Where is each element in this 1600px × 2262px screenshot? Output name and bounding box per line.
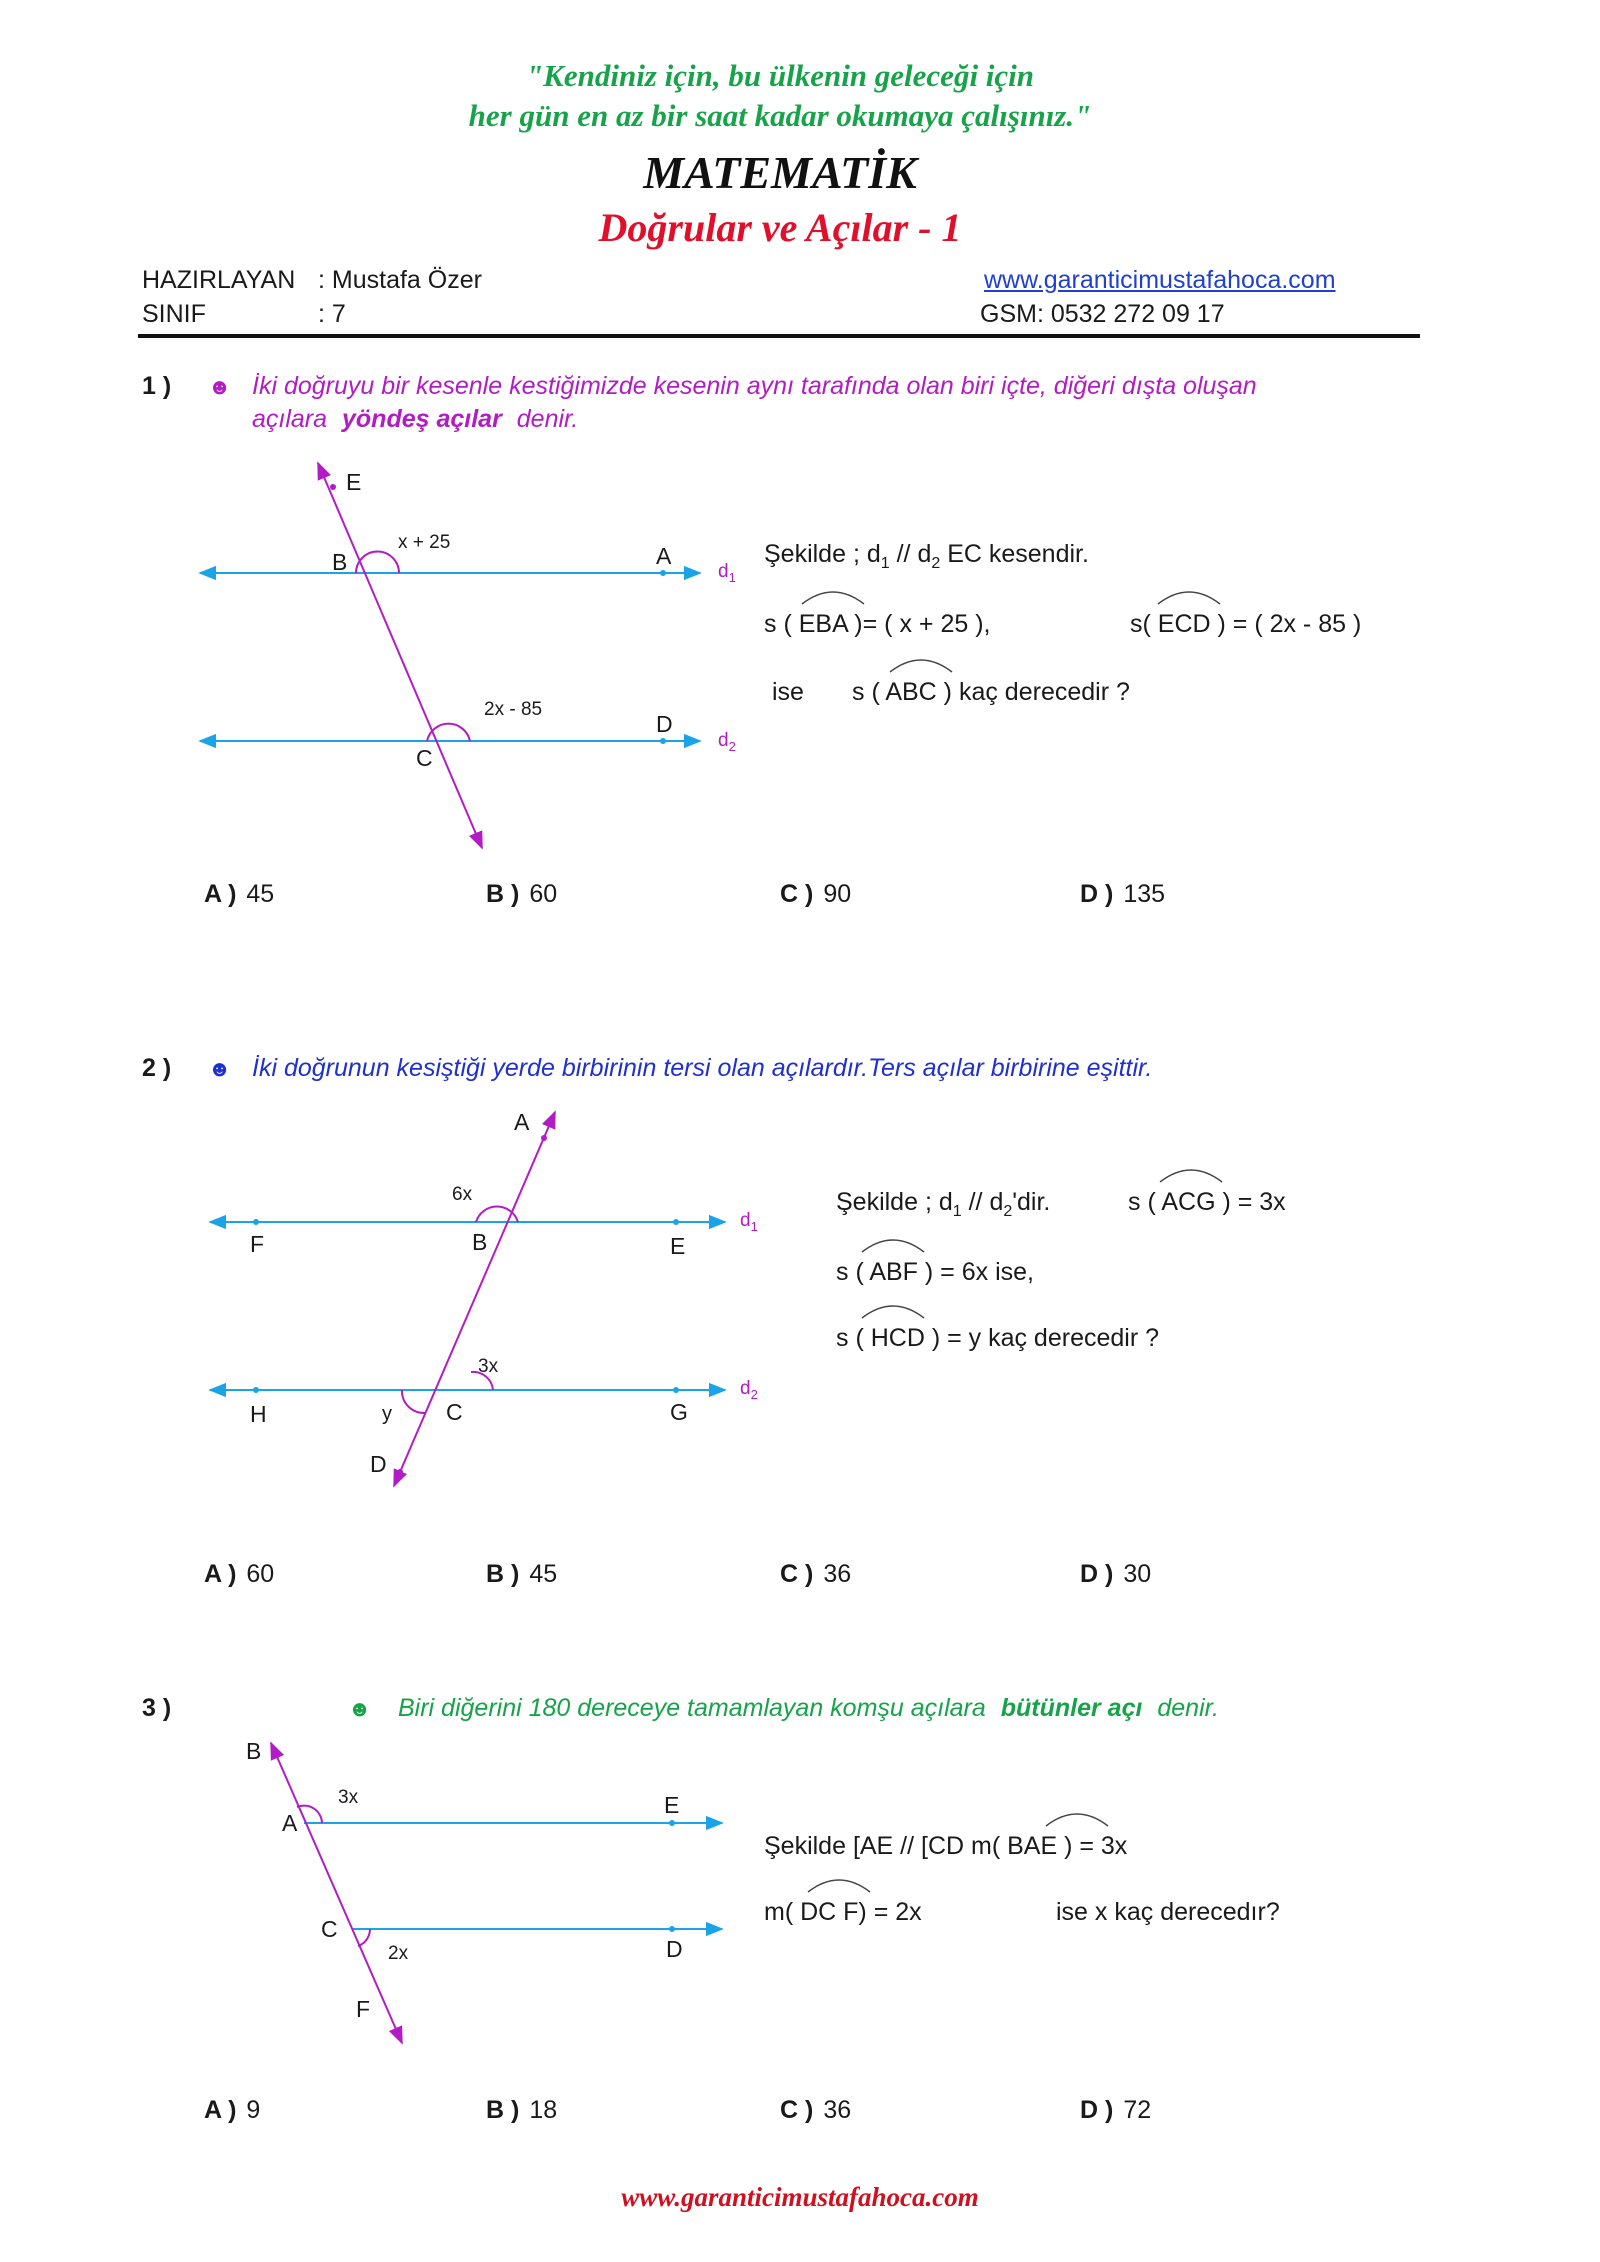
point-e: [669, 1820, 675, 1826]
transversal-ad: [394, 1112, 555, 1486]
question-1-ask: s ( ABC ) kaç derecedir ?: [852, 678, 1130, 706]
question-1-given-eba: s ( EBA )= ( x + 25 ),: [764, 610, 991, 638]
option-value: 45: [529, 1560, 558, 1588]
question-1-ise: ise: [772, 678, 804, 706]
gsm-number: GSM: 0532 272 09 17: [980, 300, 1225, 328]
header-divider: [138, 334, 1420, 338]
definition-line-2: [252, 403, 1257, 436]
q3-option-a[interactable]: [204, 2096, 260, 2125]
label-e: E: [346, 469, 362, 495]
option-value: 60: [246, 1560, 275, 1588]
page-subtitle: Doğrular ve Açılar - 1: [598, 205, 962, 250]
option-value: 72: [1123, 2096, 1152, 2124]
point-h: [253, 1387, 259, 1393]
label-angle-bottom: 2x - 85: [484, 699, 543, 720]
question-1-given-ecd: s( ECD ) = ( 2x - 85 ): [1130, 610, 1362, 638]
q3-option-b[interactable]: [486, 2096, 557, 2125]
transversal-bf: [271, 1743, 402, 2043]
question-3-figure: [200, 1725, 760, 2065]
angle-arc-hcd: [402, 1390, 425, 1413]
q1-option-d[interactable]: [1080, 880, 1165, 909]
label-c: C: [416, 745, 433, 771]
option-letter: A ): [204, 1560, 237, 1588]
class-value: : 7: [318, 300, 346, 328]
definition-term: bütünler açı: [1000, 1694, 1143, 1722]
arc-mark-eba: [800, 586, 866, 606]
question-1-definition: [252, 370, 1257, 436]
q2-option-c[interactable]: [780, 1560, 851, 1589]
question-2-line-1: Şekilde ; $d_1 // d_2'dir$.: [836, 1188, 1051, 1220]
option-letter: C ): [780, 880, 814, 908]
label-d: D: [656, 711, 673, 737]
option-letter: A ): [204, 880, 237, 908]
label-d: D: [666, 1936, 683, 1962]
question-2-definition: İki doğrunun kesiştiği yerde birbirinin tersi olan açılardır.Ters açılar birbirine eşittir.: [252, 1054, 1153, 1082]
definition-text: açılara: [252, 405, 328, 433]
option-letter: B ): [486, 2096, 520, 2124]
label-y: y: [382, 1403, 392, 1425]
label-angle-top: 6x: [452, 1184, 473, 1205]
point-e: [330, 484, 336, 490]
label-h: H: [250, 1401, 267, 1427]
question-3-number: 3 ): [142, 1694, 172, 1722]
label-f: F: [250, 1231, 265, 1257]
smiley-icon: ☻: [208, 374, 232, 399]
option-value: 90: [823, 880, 852, 908]
point-d: [660, 738, 666, 744]
label-c: C: [446, 1399, 463, 1425]
q1-option-c[interactable]: [780, 880, 851, 909]
point-b: [273, 1752, 279, 1758]
prepared-by-value: : Mustafa Özer: [318, 266, 482, 294]
label-e: E: [670, 1233, 686, 1259]
question-3-line-1: Şekilde [AE // [CD m( BAE ) = 3x: [764, 1832, 1128, 1860]
definition-text: denir.: [516, 405, 579, 433]
footer-website[interactable]: www.garanticimustafahoca.com: [621, 2182, 979, 2212]
definition-term: yöndeş açılar: [342, 405, 502, 433]
option-letter: D ): [1080, 1560, 1114, 1588]
prepared-by-label: HAZIRLAYAN: [142, 266, 296, 294]
point-e: [673, 1219, 679, 1225]
arc-mark-hcd: [860, 1300, 926, 1320]
label-a: A: [282, 1810, 298, 1836]
question-2-given-abf: s ( ABF ) = 6x ise,: [836, 1258, 1034, 1286]
arc-mark-ecd: [1156, 586, 1222, 606]
question-3-ask: ise x kaç derecedır?: [1056, 1898, 1280, 1926]
question-2-given-acg: s ( ACG ) = 3x: [1128, 1188, 1286, 1216]
label-d2: $d_2$: [740, 1378, 758, 1402]
label-angle-top: 3x: [338, 1787, 359, 1808]
option-value: 135: [1123, 880, 1166, 908]
question-3-definition: [398, 1692, 1219, 1725]
label-angle-bottom: 3x: [478, 1356, 499, 1377]
point-g: [673, 1387, 679, 1393]
point-a: [541, 1135, 547, 1141]
label-f: F: [356, 1996, 371, 2022]
q2-option-a[interactable]: [204, 1560, 274, 1589]
label-b: B: [246, 1738, 262, 1764]
label-angle-bottom: 2x: [388, 1943, 409, 1964]
angle-arc-bae: [297, 1806, 322, 1823]
label-g: G: [670, 1399, 688, 1425]
option-letter: D ): [1080, 880, 1114, 908]
q3-option-d[interactable]: [1080, 2096, 1151, 2125]
label-d: D: [370, 1451, 387, 1477]
point-f: [253, 1219, 259, 1225]
question-1-line-1: Şekilde ; $d_1 // d_2$ EC kesendir.: [764, 540, 1089, 572]
arc-mark-abc: [888, 654, 954, 674]
class-label: SINIF: [142, 300, 206, 328]
option-letter: A ): [204, 2096, 237, 2124]
label-d1: $d_1$: [740, 1210, 758, 1234]
point-a: [660, 570, 666, 576]
option-value: 36: [823, 1560, 852, 1588]
option-letter: C ): [780, 1560, 814, 1588]
label-e: E: [664, 1792, 680, 1818]
website-link[interactable]: www.garanticimustafahoca.com: [984, 266, 1336, 294]
angle-arc-dcf: [358, 1929, 370, 1946]
smiley-icon: ☻: [208, 1056, 232, 1081]
option-letter: D ): [1080, 2096, 1114, 2124]
option-value: 9: [246, 2096, 261, 2124]
definition-text: denir.: [1157, 1694, 1219, 1722]
q1-option-b[interactable]: [486, 880, 557, 909]
label-d2: $d_2$: [718, 730, 736, 754]
question-3-given-dcf: m( DC F) = 2x: [764, 1898, 922, 1926]
label-b: B: [472, 1229, 488, 1255]
point-d: [669, 1926, 675, 1932]
option-value: 30: [1123, 1560, 1152, 1588]
q3-option-c[interactable]: [780, 2096, 851, 2125]
transversal-ec: [318, 463, 482, 848]
question-1-number: 1 ): [142, 372, 172, 400]
question-2-number: 2 ): [142, 1054, 172, 1082]
label-a: A: [656, 543, 672, 569]
arc-mark-acg: [1158, 1164, 1224, 1184]
option-letter: B ): [486, 880, 520, 908]
arc-mark-dcf: [806, 1874, 872, 1894]
arc-mark-abf: [860, 1234, 926, 1254]
label-angle-top: x + 25: [398, 532, 451, 553]
quote-line-2: her gün en az bir saat kadar okumaya çalışınız.": [468, 98, 1092, 133]
point-d: [397, 1469, 403, 1475]
label-c: C: [321, 1916, 338, 1942]
question-2-figure: [180, 1100, 780, 1500]
option-letter: C ): [780, 2096, 814, 2124]
q2-option-d[interactable]: [1080, 1560, 1151, 1589]
definition-line-1: İki doğruyu bir kesenle kestiğimizde kesenin aynı tarafında olan biri içte, diğeri dışta oluşan: [252, 372, 1257, 400]
label-b: B: [332, 549, 348, 575]
question-1-figure: [180, 445, 780, 865]
option-letter: B ): [486, 1560, 520, 1588]
definition-text: Biri diğerini 180 dereceye tamamlayan komşu açılara: [398, 1694, 986, 1722]
label-a: A: [514, 1109, 530, 1135]
option-value: 60: [529, 880, 558, 908]
question-2-ask: s ( HCD ) = y kaç derecedir ?: [836, 1324, 1160, 1352]
q1-option-a[interactable]: [204, 880, 274, 909]
arc-mark-bae: [1044, 1808, 1110, 1828]
q2-option-b[interactable]: [486, 1560, 557, 1589]
option-value: 36: [823, 2096, 852, 2124]
label-d1: $d_1$: [718, 561, 736, 585]
option-value: 18: [529, 2096, 558, 2124]
page-title: MATEMATİK: [643, 147, 917, 198]
option-value: 45: [246, 880, 275, 908]
smiley-icon: ☻: [348, 1696, 372, 1721]
quote-line-1: "Kendiniz için, bu ülkenin geleceği için: [525, 58, 1035, 93]
